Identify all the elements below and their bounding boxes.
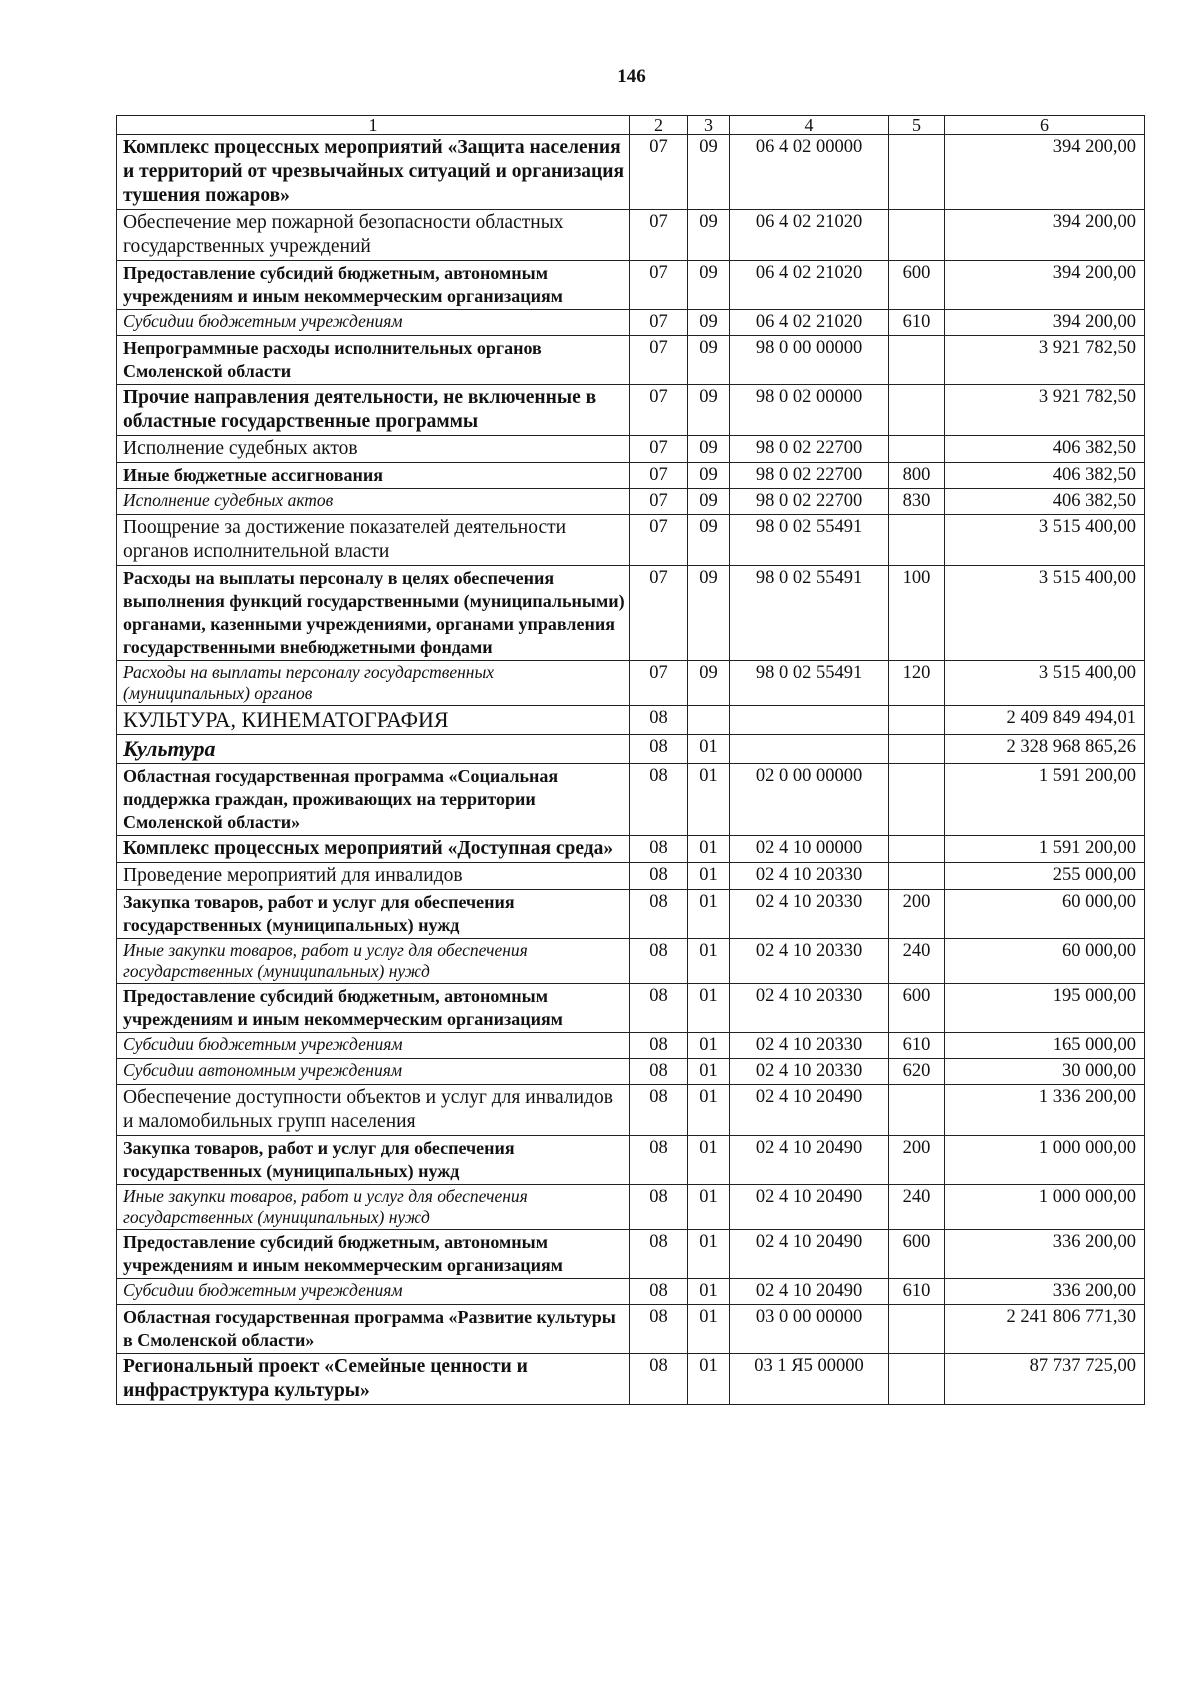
expense-type-cell: [889, 385, 945, 436]
expense-name-cell: Иные закупки товаров, работ и услуг для обеспечения государственных (муниципальных) нужд: [117, 939, 630, 984]
expense-type-cell: [889, 706, 945, 735]
expense-type-cell: 240: [889, 939, 945, 984]
expense-name-cell: Субсидии бюджетным учреждениям: [117, 1279, 630, 1305]
subsection-code-cell: 09: [688, 336, 730, 385]
expense-name-cell: Поощрение за достижение показателей деятельности органов исполнительной власти: [117, 515, 630, 566]
expense-type-cell: [889, 863, 945, 890]
section-code-cell: 08: [630, 836, 688, 863]
table-row: [117, 1305, 1145, 1354]
table-row: [117, 1354, 1145, 1405]
subsection-code-cell: [688, 706, 730, 735]
subsection-code-cell: 01: [688, 939, 730, 984]
table-row: [117, 706, 1145, 735]
table-row: [117, 436, 1145, 463]
amount-cell: 87 737 725,00: [945, 1354, 1145, 1405]
section-code-cell: 08: [630, 1136, 688, 1185]
table-row: [117, 489, 1145, 515]
subsection-code-cell: 01: [688, 1136, 730, 1185]
subsection-code-cell: 01: [688, 1354, 730, 1405]
amount-cell: 406 382,50: [945, 489, 1145, 515]
section-code-cell: 07: [630, 463, 688, 489]
amount-cell: 1 591 200,00: [945, 836, 1145, 863]
subsection-code-cell: 01: [688, 1185, 730, 1230]
table-row: [117, 1279, 1145, 1305]
subsection-code-cell: 01: [688, 1033, 730, 1059]
amount-cell: 30 000,00: [945, 1059, 1145, 1085]
section-code-cell: 08: [630, 1059, 688, 1085]
section-code-cell: 08: [630, 1033, 688, 1059]
target-article-cell: 06 4 02 21020: [730, 310, 889, 336]
subsection-code-cell: 01: [688, 735, 730, 764]
expense-name-cell: Культура: [117, 735, 630, 764]
table-row: [117, 261, 1145, 310]
target-article-cell: 98 0 02 22700: [730, 463, 889, 489]
amount-cell: 3 515 400,00: [945, 515, 1145, 566]
amount-cell: 60 000,00: [945, 939, 1145, 984]
page-number: 146: [617, 66, 646, 87]
expense-type-cell: 610: [889, 1279, 945, 1305]
table-row: [117, 764, 1145, 836]
target-article-cell: 98 0 02 55491: [730, 661, 889, 706]
section-code-cell: 07: [630, 566, 688, 661]
amount-cell: 255 000,00: [945, 863, 1145, 890]
expense-type-cell: 600: [889, 1230, 945, 1279]
section-code-cell: 08: [630, 939, 688, 984]
budget-table: [116, 115, 1145, 1405]
expense-name-cell: Непрограммные расходы исполнительных органов Смоленской области: [117, 336, 630, 385]
target-article-cell: 06 4 02 00000: [730, 135, 889, 210]
expense-type-cell: [889, 210, 945, 261]
subsection-code-cell: 01: [688, 1059, 730, 1085]
amount-cell: 3 921 782,50: [945, 385, 1145, 436]
expense-type-cell: 200: [889, 1136, 945, 1185]
target-article-cell: 02 4 10 20490: [730, 1185, 889, 1230]
expense-name-cell: КУЛЬТУРА, КИНЕМАТОГРАФИЯ: [117, 706, 630, 735]
expense-name-cell: Расходы на выплаты персоналу государственных (муниципальных) органов: [117, 661, 630, 706]
expense-type-cell: [889, 1305, 945, 1354]
expense-type-cell: 620: [889, 1059, 945, 1085]
table-row: [117, 836, 1145, 863]
expense-type-cell: [889, 336, 945, 385]
subsection-code-cell: 09: [688, 310, 730, 336]
section-code-cell: 08: [630, 1279, 688, 1305]
table-row: [117, 310, 1145, 336]
target-article-cell: 02 4 10 20330: [730, 984, 889, 1033]
expense-type-cell: 800: [889, 463, 945, 489]
target-article-cell: 98 0 02 00000: [730, 385, 889, 436]
section-code-cell: 08: [630, 764, 688, 836]
target-article-cell: 02 4 10 20490: [730, 1136, 889, 1185]
subsection-code-cell: 01: [688, 764, 730, 836]
subsection-code-cell: 09: [688, 515, 730, 566]
expense-type-cell: 120: [889, 661, 945, 706]
expense-type-cell: [889, 836, 945, 863]
subsection-code-cell: 09: [688, 566, 730, 661]
target-article-cell: 03 0 00 00000: [730, 1305, 889, 1354]
expense-name-cell: Расходы на выплаты персоналу в целях обеспечения выполнения функций государственными (муниципальными) органами, казенными учреждениями, органами управления государственными внебюджетными фондами: [117, 566, 630, 661]
section-code-cell: 07: [630, 135, 688, 210]
subsection-code-cell: 01: [688, 1230, 730, 1279]
table-row: [117, 1230, 1145, 1279]
section-code-cell: 07: [630, 436, 688, 463]
section-code-cell: 08: [630, 863, 688, 890]
expense-type-cell: [889, 1354, 945, 1405]
target-article-cell: 06 4 02 21020: [730, 261, 889, 310]
expense-name-cell: Прочие направления деятельности, не включенные в областные государственные программы: [117, 385, 630, 436]
target-article-cell: 02 4 10 20330: [730, 1033, 889, 1059]
expense-type-cell: 200: [889, 890, 945, 939]
section-code-cell: 08: [630, 1354, 688, 1405]
table-row: [117, 661, 1145, 706]
amount-cell: 394 200,00: [945, 135, 1145, 210]
section-code-cell: 07: [630, 489, 688, 515]
expense-name-cell: Областная государственная программа «Социальная поддержка граждан, проживающих на территории Смоленской области»: [117, 764, 630, 836]
section-code-cell: 08: [630, 735, 688, 764]
expense-name-cell: Субсидии бюджетным учреждениям: [117, 310, 630, 336]
amount-cell: 406 382,50: [945, 436, 1145, 463]
expense-type-cell: 600: [889, 984, 945, 1033]
expense-type-cell: [889, 764, 945, 836]
header-row: [117, 116, 1145, 135]
table-row: [117, 1033, 1145, 1059]
target-article-cell: 02 4 10 20330: [730, 939, 889, 984]
subsection-code-cell: 01: [688, 984, 730, 1033]
expense-name-cell: Областная государственная программа «Развитие культуры в Смоленской области»: [117, 1305, 630, 1354]
subsection-code-cell: 09: [688, 661, 730, 706]
table-row: [117, 515, 1145, 566]
header-cell: 6: [945, 116, 1145, 135]
header-cell: 5: [889, 116, 945, 135]
expense-type-cell: 610: [889, 310, 945, 336]
table-row: [117, 135, 1145, 210]
amount-cell: 1 000 000,00: [945, 1136, 1145, 1185]
amount-cell: 3 921 782,50: [945, 336, 1145, 385]
expense-name-cell: Комплекс процессных мероприятий «Защита населения и территорий от чрезвычайных ситуаций и организация тушения пожаров»: [117, 135, 630, 210]
target-article-cell: 03 1 Я5 00000: [730, 1354, 889, 1405]
section-code-cell: 07: [630, 310, 688, 336]
section-code-cell: 07: [630, 261, 688, 310]
amount-cell: 3 515 400,00: [945, 661, 1145, 706]
subsection-code-cell: 09: [688, 261, 730, 310]
target-article-cell: 02 4 10 20330: [730, 1059, 889, 1085]
amount-cell: 336 200,00: [945, 1279, 1145, 1305]
target-article-cell: 02 4 10 00000: [730, 836, 889, 863]
subsection-code-cell: 01: [688, 1085, 730, 1136]
amount-cell: 394 200,00: [945, 261, 1145, 310]
target-article-cell: 02 0 00 00000: [730, 764, 889, 836]
subsection-code-cell: 09: [688, 135, 730, 210]
section-code-cell: 07: [630, 515, 688, 566]
table-row: [117, 566, 1145, 661]
expense-type-cell: 600: [889, 261, 945, 310]
expense-name-cell: Предоставление субсидий бюджетным, автономным учреждениям и иным некоммерческим организациям: [117, 261, 630, 310]
section-code-cell: 07: [630, 210, 688, 261]
header-cell: 3: [688, 116, 730, 135]
amount-cell: 195 000,00: [945, 984, 1145, 1033]
expense-name-cell: Закупка товаров, работ и услуг для обеспечения государственных (муниципальных) нужд: [117, 1136, 630, 1185]
target-article-cell: 06 4 02 21020: [730, 210, 889, 261]
expense-name-cell: Закупка товаров, работ и услуг для обеспечения государственных (муниципальных) нужд: [117, 890, 630, 939]
table-row: [117, 336, 1145, 385]
section-code-cell: 08: [630, 1185, 688, 1230]
expense-name-cell: Предоставление субсидий бюджетным, автономным учреждениям и иным некоммерческим организациям: [117, 1230, 630, 1279]
section-code-cell: 07: [630, 385, 688, 436]
expense-name-cell: Предоставление субсидий бюджетным, автономным учреждениям и иным некоммерческим организациям: [117, 984, 630, 1033]
section-code-cell: 08: [630, 706, 688, 735]
amount-cell: 2 409 849 494,01: [945, 706, 1145, 735]
expense-type-cell: [889, 436, 945, 463]
target-article-cell: 02 4 10 20330: [730, 890, 889, 939]
target-article-cell: 02 4 10 20330: [730, 863, 889, 890]
target-article-cell: [730, 735, 889, 764]
expense-type-cell: 610: [889, 1033, 945, 1059]
section-code-cell: 08: [630, 1230, 688, 1279]
expense-type-cell: [889, 1085, 945, 1136]
table-row: [117, 463, 1145, 489]
amount-cell: 2 328 968 865,26: [945, 735, 1145, 764]
expense-name-cell: Комплекс процессных мероприятий «Доступная среда»: [117, 836, 630, 863]
header-cell: 2: [630, 116, 688, 135]
amount-cell: 336 200,00: [945, 1230, 1145, 1279]
table-row: [117, 210, 1145, 261]
table-row: [117, 984, 1145, 1033]
subsection-code-cell: 01: [688, 1305, 730, 1354]
expense-name-cell: Обеспечение мер пожарной безопасности областных государственных учреждений: [117, 210, 630, 261]
subsection-code-cell: 01: [688, 863, 730, 890]
subsection-code-cell: 09: [688, 489, 730, 515]
section-code-cell: 08: [630, 890, 688, 939]
target-article-cell: 98 0 02 55491: [730, 515, 889, 566]
expense-type-cell: 100: [889, 566, 945, 661]
table-row: [117, 1185, 1145, 1230]
subsection-code-cell: 09: [688, 463, 730, 489]
section-code-cell: 08: [630, 1305, 688, 1354]
subsection-code-cell: 09: [688, 436, 730, 463]
expense-name-cell: Проведение мероприятий для инвалидов: [117, 863, 630, 890]
expense-type-cell: 240: [889, 1185, 945, 1230]
expense-type-cell: [889, 515, 945, 566]
target-article-cell: 98 0 02 22700: [730, 436, 889, 463]
expense-name-cell: Исполнение судебных актов: [117, 489, 630, 515]
expense-name-cell: Субсидии автономным учреждениям: [117, 1059, 630, 1085]
table-row: [117, 1085, 1145, 1136]
subsection-code-cell: 01: [688, 1279, 730, 1305]
section-code-cell: 08: [630, 984, 688, 1033]
table-row: [117, 735, 1145, 764]
section-code-cell: 08: [630, 1085, 688, 1136]
section-code-cell: 07: [630, 336, 688, 385]
amount-cell: 406 382,50: [945, 463, 1145, 489]
amount-cell: 60 000,00: [945, 890, 1145, 939]
expense-type-cell: 830: [889, 489, 945, 515]
amount-cell: 165 000,00: [945, 1033, 1145, 1059]
table-row: [117, 385, 1145, 436]
target-article-cell: [730, 706, 889, 735]
subsection-code-cell: 01: [688, 890, 730, 939]
expense-name-cell: Исполнение судебных актов: [117, 436, 630, 463]
target-article-cell: 98 0 02 55491: [730, 566, 889, 661]
expense-name-cell: Иные бюджетные ассигнования: [117, 463, 630, 489]
subsection-code-cell: 09: [688, 385, 730, 436]
expense-type-cell: [889, 135, 945, 210]
expense-name-cell: Иные закупки товаров, работ и услуг для обеспечения государственных (муниципальных) нужд: [117, 1185, 630, 1230]
expense-name-cell: Субсидии бюджетным учреждениям: [117, 1033, 630, 1059]
header-cell: 1: [117, 116, 630, 135]
expense-name-cell: Обеспечение доступности объектов и услуг для инвалидов и маломобильных групп населения: [117, 1085, 630, 1136]
amount-cell: 394 200,00: [945, 210, 1145, 261]
table-row: [117, 863, 1145, 890]
table-row: [117, 1136, 1145, 1185]
table-row: [117, 939, 1145, 984]
target-article-cell: 02 4 10 20490: [730, 1230, 889, 1279]
amount-cell: 1 000 000,00: [945, 1185, 1145, 1230]
amount-cell: 1 591 200,00: [945, 764, 1145, 836]
subsection-code-cell: 01: [688, 836, 730, 863]
amount-cell: 394 200,00: [945, 310, 1145, 336]
amount-cell: 1 336 200,00: [945, 1085, 1145, 1136]
target-article-cell: 02 4 10 20490: [730, 1279, 889, 1305]
table-row: [117, 890, 1145, 939]
table-row: [117, 1059, 1145, 1085]
target-article-cell: 98 0 00 00000: [730, 336, 889, 385]
target-article-cell: 98 0 02 22700: [730, 489, 889, 515]
amount-cell: 3 515 400,00: [945, 566, 1145, 661]
section-code-cell: 07: [630, 661, 688, 706]
expense-type-cell: [889, 735, 945, 764]
target-article-cell: 02 4 10 20490: [730, 1085, 889, 1136]
header-cell: 4: [730, 116, 889, 135]
expense-name-cell: Региональный проект «Семейные ценности и инфраструктура культуры»: [117, 1354, 630, 1405]
subsection-code-cell: 09: [688, 210, 730, 261]
amount-cell: 2 241 806 771,30: [945, 1305, 1145, 1354]
